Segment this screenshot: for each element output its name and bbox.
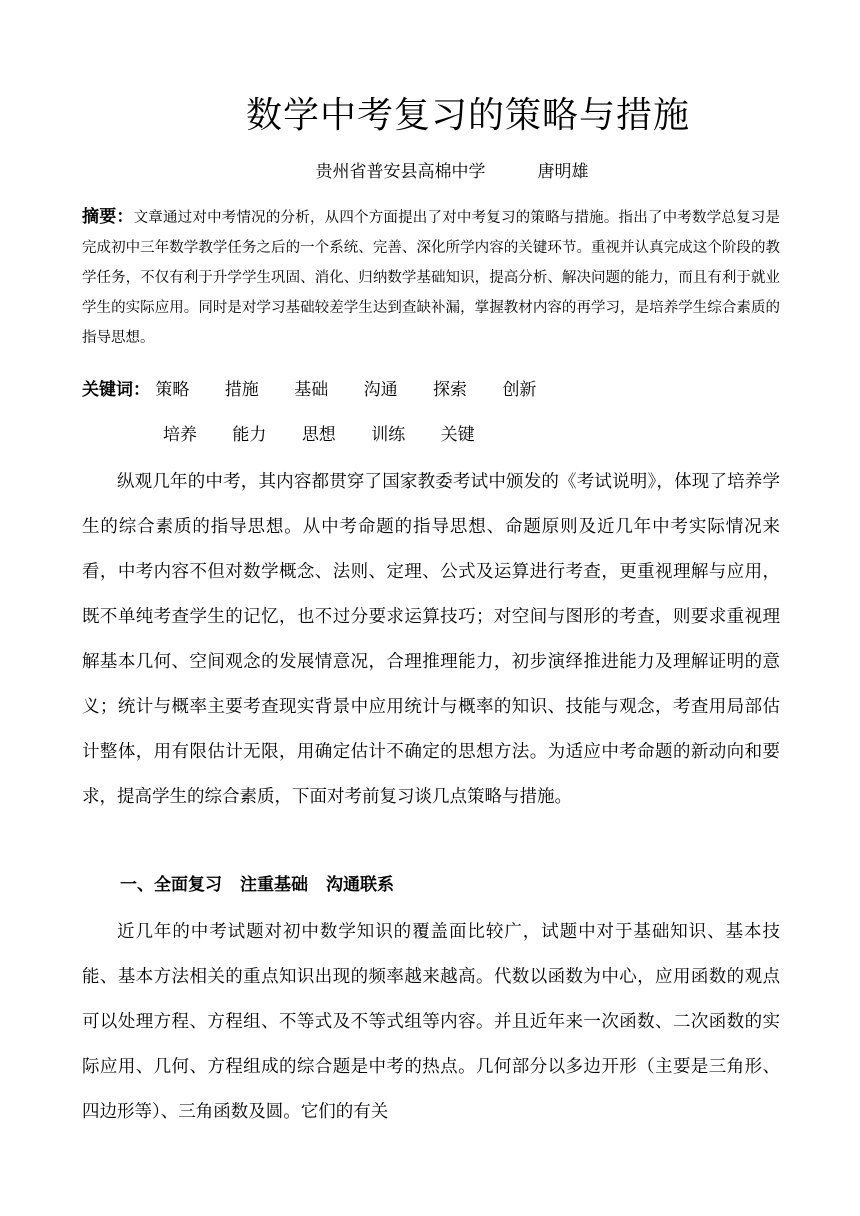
section-heading-part: 沟通联系 xyxy=(326,875,394,895)
document-title: 数学中考复习的策略与措施 xyxy=(245,95,690,136)
keyword: 关键 xyxy=(440,425,475,445)
section-heading-1 xyxy=(120,870,394,900)
section-heading-part: 注重基础 xyxy=(240,875,308,895)
author-line xyxy=(0,159,860,185)
keyword: 措施 xyxy=(224,380,259,400)
author-affiliation: 贵州省普安县高棉中学 xyxy=(315,162,486,182)
keyword: 策略 xyxy=(155,380,190,400)
body-paragraph-2: 近几年的中考试题对初中数学知识的覆盖面比较广，试题中对于基础知识、基本技能、基本方法相关的重点知识出现的频率越来越高。代数以函数为中心，应用函数的观点可以处理方程、方程组、不等式及不等式组等内容。并且近年来一次函数、二次函数的实际应用、几何、方程组成的综合题是中考的热点。几何部分以多边开形（主要是三角形、四边形等）、三角函数及圆。它们的有关 xyxy=(82,922,780,1122)
author-name: 唐明雄 xyxy=(537,162,589,182)
keyword: 训练 xyxy=(371,425,406,445)
body-paragraph-1: 纵观几年的中考，其内容都贯穿了国家教委考试中颁发的《考试说明》，体现了培养学生的综合素质的指导思想。从中考命题的指导思想、命题原则及近几年中考实际情况来看，中考内容不但对数学概念、法则、定理、公式及运算进行考查，更重视理解与应用，既不单纯考查学生的记忆，也不过分要求运算技巧；对空间与图形的考查，则要求重视理解基本几何、空间观念的发展情意况，合理推理能力，初步演绎推进能力及理解证明的意义；统计与概率主要考查现实背景中应用统计与概率的知识、技能与观念，考查用局部估计整体，用有限估计无限，用确定估计不确定的思想方法。为适应中考命题的新动向和要求，提高学生的综合素质，下面对考前复习谈几点策略与措施。 xyxy=(82,472,780,807)
keywords-label: 关键词： xyxy=(82,380,150,400)
abstract-text: 文章通过对中考情况的分析，从四个方面提出了对中考复习的策略与措施。指出了中考数学总复习是完成初中三年数学教学任务之后的一个系统、完善、深化所学内容的关键环节。重视并认真完成这个阶段的教学任务，不仅有利于升学学生巩固、消化、归纳数学基础知识，提高分析、解决问题的能力，而且有利于就业学生的实际应用。同时是对学习基础较差学生达到查缺补漏，掌握教材内容的再学习，是培养学生综合素质的指导思想。 xyxy=(82,210,781,346)
keyword: 培养 xyxy=(163,425,197,445)
keywords-row-2 xyxy=(163,421,505,449)
abstract-label: 摘要： xyxy=(82,207,134,227)
keyword: 基础 xyxy=(294,380,329,400)
section-heading-part: 一、全面复习 xyxy=(120,875,222,895)
keyword: 探索 xyxy=(433,380,468,400)
keyword: 思想 xyxy=(301,425,336,445)
keywords-row-1 xyxy=(82,376,566,404)
keyword: 沟通 xyxy=(363,380,398,400)
keyword: 创新 xyxy=(502,380,537,400)
keyword: 能力 xyxy=(232,425,267,445)
abstract xyxy=(82,202,780,353)
